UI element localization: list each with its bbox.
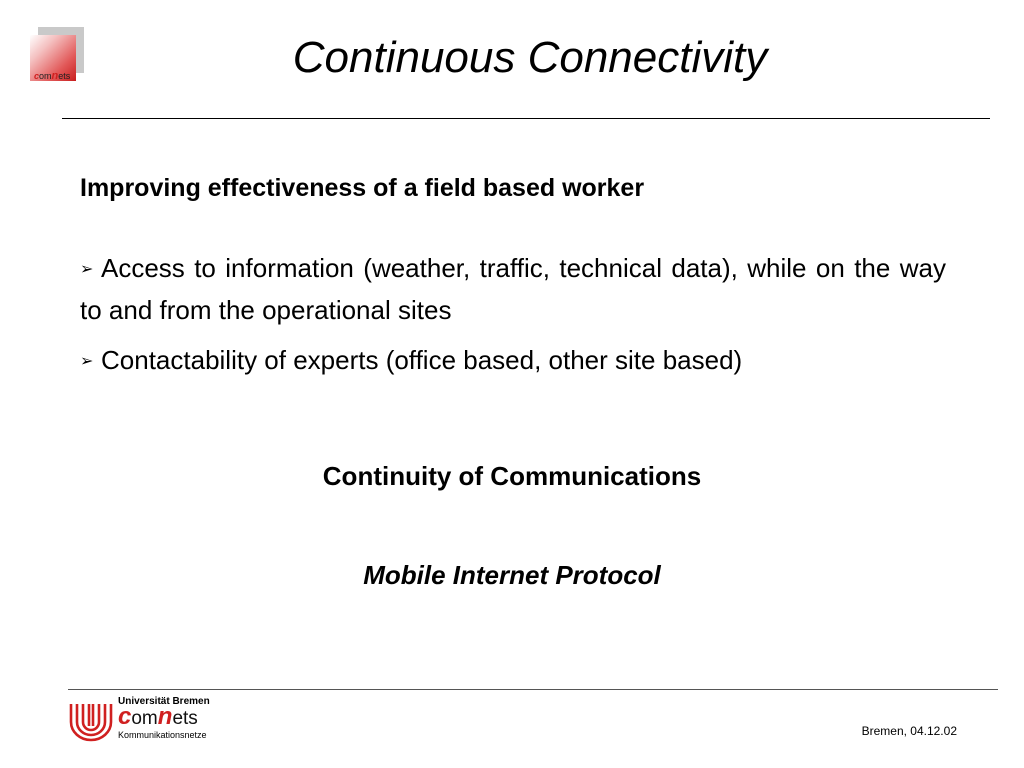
slide-title: Continuous Connectivity: [292, 33, 768, 82]
brand-letters-om: om: [131, 708, 158, 729]
university-footer-logo: [68, 696, 238, 746]
bullet-text: Access to information (weather, traffic, technical data), while on the way to and from the operational sites: [80, 253, 946, 325]
logo-letter-c: c: [34, 71, 40, 81]
arrow-bullet-icon: ➢: [80, 353, 94, 370]
slide-content: [80, 168, 946, 392]
bullet-item: [80, 340, 946, 382]
brand-letter-c: c: [118, 703, 132, 730]
university-name: Universität Bremen: [118, 696, 210, 707]
logo-letters-om: om: [39, 71, 52, 81]
logo-letter-n: n: [51, 70, 59, 82]
bullet-text: Contactability of experts (office based, other site based): [101, 345, 743, 375]
department-subtitle: Kommunikationsnetze: [118, 730, 207, 740]
footer-location-date: Bremen, 04.12.02: [861, 724, 957, 738]
mobile-ip-heading: Mobile Internet Protocol: [363, 560, 661, 590]
arrow-bullet-icon: ➢: [80, 261, 94, 278]
logo-letters-ets: ets: [58, 71, 71, 81]
footer-divider: [68, 689, 998, 690]
university-emblem-icon: [68, 700, 114, 742]
continuity-heading: Continuity of Communications: [322, 461, 702, 491]
section-heading: Improving effectiveness of a field based worker: [80, 174, 645, 202]
brand-letter-n: n: [157, 703, 173, 730]
comnets-wordmark: [118, 703, 198, 730]
brand-letters-ets: ets: [172, 708, 198, 729]
bullet-item: [80, 248, 946, 330]
bullet-list: [80, 248, 946, 382]
title-divider: [62, 118, 990, 119]
